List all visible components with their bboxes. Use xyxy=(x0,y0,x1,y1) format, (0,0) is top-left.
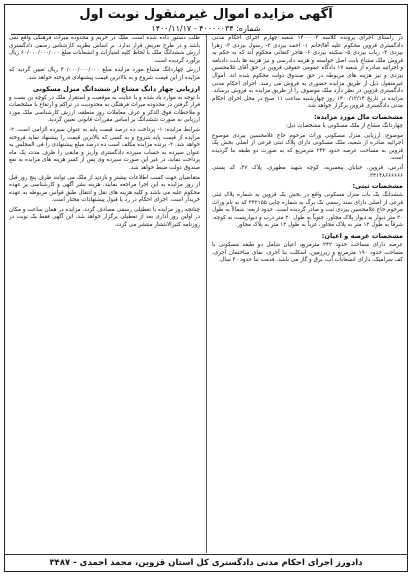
paragraph: ششدانگ یک باب منزل مسکونی واقع در بخش یک قزوین به شماره پلاک ثبتی فرعی از اصلی دارای سند رسمی تک برگ به شماره چاپی ۳۴۲۱۵۵ که به نام وراث مرحوم حاج غلامحسین بیزدی ثبت و صادر گردیده است. حدود اربعه: شمالاً به طول ۲۰ متر دیوار به دیوار پلاک مجاور، جنوباً به طول ۲۰ متر درب و دیواریست به کوچه، شرقاً به طول ۱۲ متر به پلاک مجاور، غرباً به طول ۱۲ متر به پلاک مجاور. xyxy=(212,192,403,229)
address-paragraph: آدرس: قزوین، خیابان پیغمبریه، کوچه شهید مطهری، پلاک ۲۷، کد پستی ۳۴۱۴۸۶۶۶۶۶۶. xyxy=(212,164,403,179)
conditions-paragraph: شرایط مزایده: ۱- پرداخت ده درصد قیمت پایه به عنوان سپرده الزامی است. ۲- مزایده از قیمت پایه شروع و به کسی که بالاترین قیمت را پیشنهاد نماید فروخته خواهد شد. ۳- برنده مزایده مکلف است ده درصد مبلغ پیشنهادی را فی المجلس به عنوان سپرده به حساب سپرده دادگستری واریز و مابقی را ظرف مدت یک ماه پرداخت نماید، در غیر این صورت سپرده وی پس از کسر هزینه های مزایده به نفع صندوق دولت ضبط خواهد شد. xyxy=(9,126,200,171)
notice-signature: دادورز اجرای احکام مدنی دادگستری کل استان قزوین، محمد احمدی - ۳۴۸۷ xyxy=(5,554,407,571)
section-heading: مشخصات مال مورد مزایده: xyxy=(314,112,403,121)
paragraph: عرصه دارای مساحت حدود ۲۴۲ مترمربع، اعیان شامل دو طبقه مسکونی با مساحت حدود ۱۹۰ مترمربع و زیرزمین، اسکلت بنا آجری، نمای ساختمان آجری، کف سرامیک، دارای انشعابات آب، برق و گاز می باشد. قدمت بنا حدود ۴۰ سال. xyxy=(212,242,403,264)
section-heading: مشخصات عرصه و اعیان: xyxy=(321,232,403,241)
left-column xyxy=(9,35,200,553)
right-column xyxy=(206,35,403,553)
paragraph: با توجه به موارد یاد شده و با عنایت به موقعیت و استقرار ملک در کوچه بن بست و قرار گرفتن در محدوده میراث فرهنگی به محدودیت در تراکم و ارتفاع با مشخصات و ملاحظات فوق الذکر و عرف معاملات روز منطقه، ارزش کارشناسی ملک مورد ارزیابی به صورت ششدانگ بر اساس مقررات قانونی تعیین گردید. xyxy=(9,94,200,124)
notice-date-number: ۱۴۰۰/۱۱/۱۷ - شماره: ۴۰۰۰۰۰۳۴ xyxy=(11,23,401,35)
intro-paragraph: در راستای اجرای پرونده کلاسه ۱۴۰۰۰۰۳ شعبه چهارم اجرای احکام مدنی دادگستری قزوین محکوم علیه آقا/خانم ۱- احمد بیزدی ۲- رسول بیزدی ۳- زهرا بیزدی ۴- رباب بیزدی ۵- سکینه بیزدی ۶- هاجر کنعانی محکوم اند که به حکم به فروش ملک مشاع بابت اصل خواسته و هزینه دادرسی و نیز هزینه ها بابت دادنامه و اجرائیه صادره از شعبه ۱۷ دادگاه عمومی حقوقی قزوین در حق آقای غلامحسین بیزدی و نیز هزینه های مربوطه در حق صندوق دولت محکوم شده اند. اموال غیرمنقول ذیل از طریق مزایده حضوری به فروش می رسد. اجرای احکام مدنی دادگستری قزوین در نظر دارد ملک موصوف را از طریق مزایده به فروش برساند. مزایده در تاریخ ۱۴۰۰/۱۲/۱۴ روز چهارشنبه ساعت ۱۱ صبح در محل اجرای احکام مدنی دادگستری قزوین برگزار خواهد شد. xyxy=(212,35,403,110)
notice-title: آگهی مزایده اموال غیرمنقول نوبت اول xyxy=(79,7,333,22)
section-heading: مشخصات ثبتی: xyxy=(352,182,403,191)
paragraph: متقاضیان جهت کسب اطلاعات بیشتر و بازدید از ملک می توانند ظرف پنج روز قبل از روز مزایده به این اجرا مراجعه نمایند. هزینه نشر آگهی و کارشناسی بر عهده محکوم علیه می باشد و کلیه هزینه های نقل و انتقال طبق قوانین مربوطه به عهده خریدار است. اجرای احکام در رد یا قبول پیشنهادات مختار است. xyxy=(9,174,200,204)
paragraph: چنانچه روز مزایده با تعطیلی رسمی مصادف گردد، مزایده در همان ساعت و مکان در اولین روز اداری بعد از تعطیلی برگزار خواهد شد. این آگهی فقط یک نوبت در روزنامه کثیرالانتشار منتشر می گردد. xyxy=(9,206,200,229)
paragraph: چهاردانگ مشاع از ملک مسکونی با مشخصات ذیل: xyxy=(285,122,403,129)
section-heading: ارزیابی چهار دانگ مشاع از ششدانگ منزل مسکونی xyxy=(32,84,200,93)
paragraph: ارزش چهاردانگ مشاع مورد مزایده مبلغ ۴۰/۰۰۰/۰۰۰/۰۰۰ ریال تعیین گردید که مزایده از این قیمت شروع و به بالاترین قیمت پیشنهادی فروخته خواهد شد. xyxy=(9,67,200,81)
paragraph: موضوع: ارزیابی منزل مسکونی وراث مرحوم حاج غلامحسین بیزدی موضوع اجرائیه صادره از شعبه، ملک مسکونی دارای پلاک ثبتی فرعی از اصلی بخش یک قزوین به مساحت عرصه حدود ۲۴۲ مترمربع که به صورت دو طبقه بنا گردیده است. xyxy=(212,132,403,162)
paragraph: طلب دستور داده شده است. ملک در حریم و محدوده میراث فرهنگی واقع نمی باشد و در طرح تعریض قرار ندارد. بر اساس نظریه کارشناس رسمی دادگستری ارزش ششدانگ ملک با لحاظ کلیه امتیازات و انشعابات مبلغ ۶۰/۰۰۰/۰۰۰/۰۰۰ ریال برآورد گردیده است. xyxy=(9,35,200,64)
auction-notice xyxy=(4,4,408,572)
notice-body xyxy=(9,35,403,553)
